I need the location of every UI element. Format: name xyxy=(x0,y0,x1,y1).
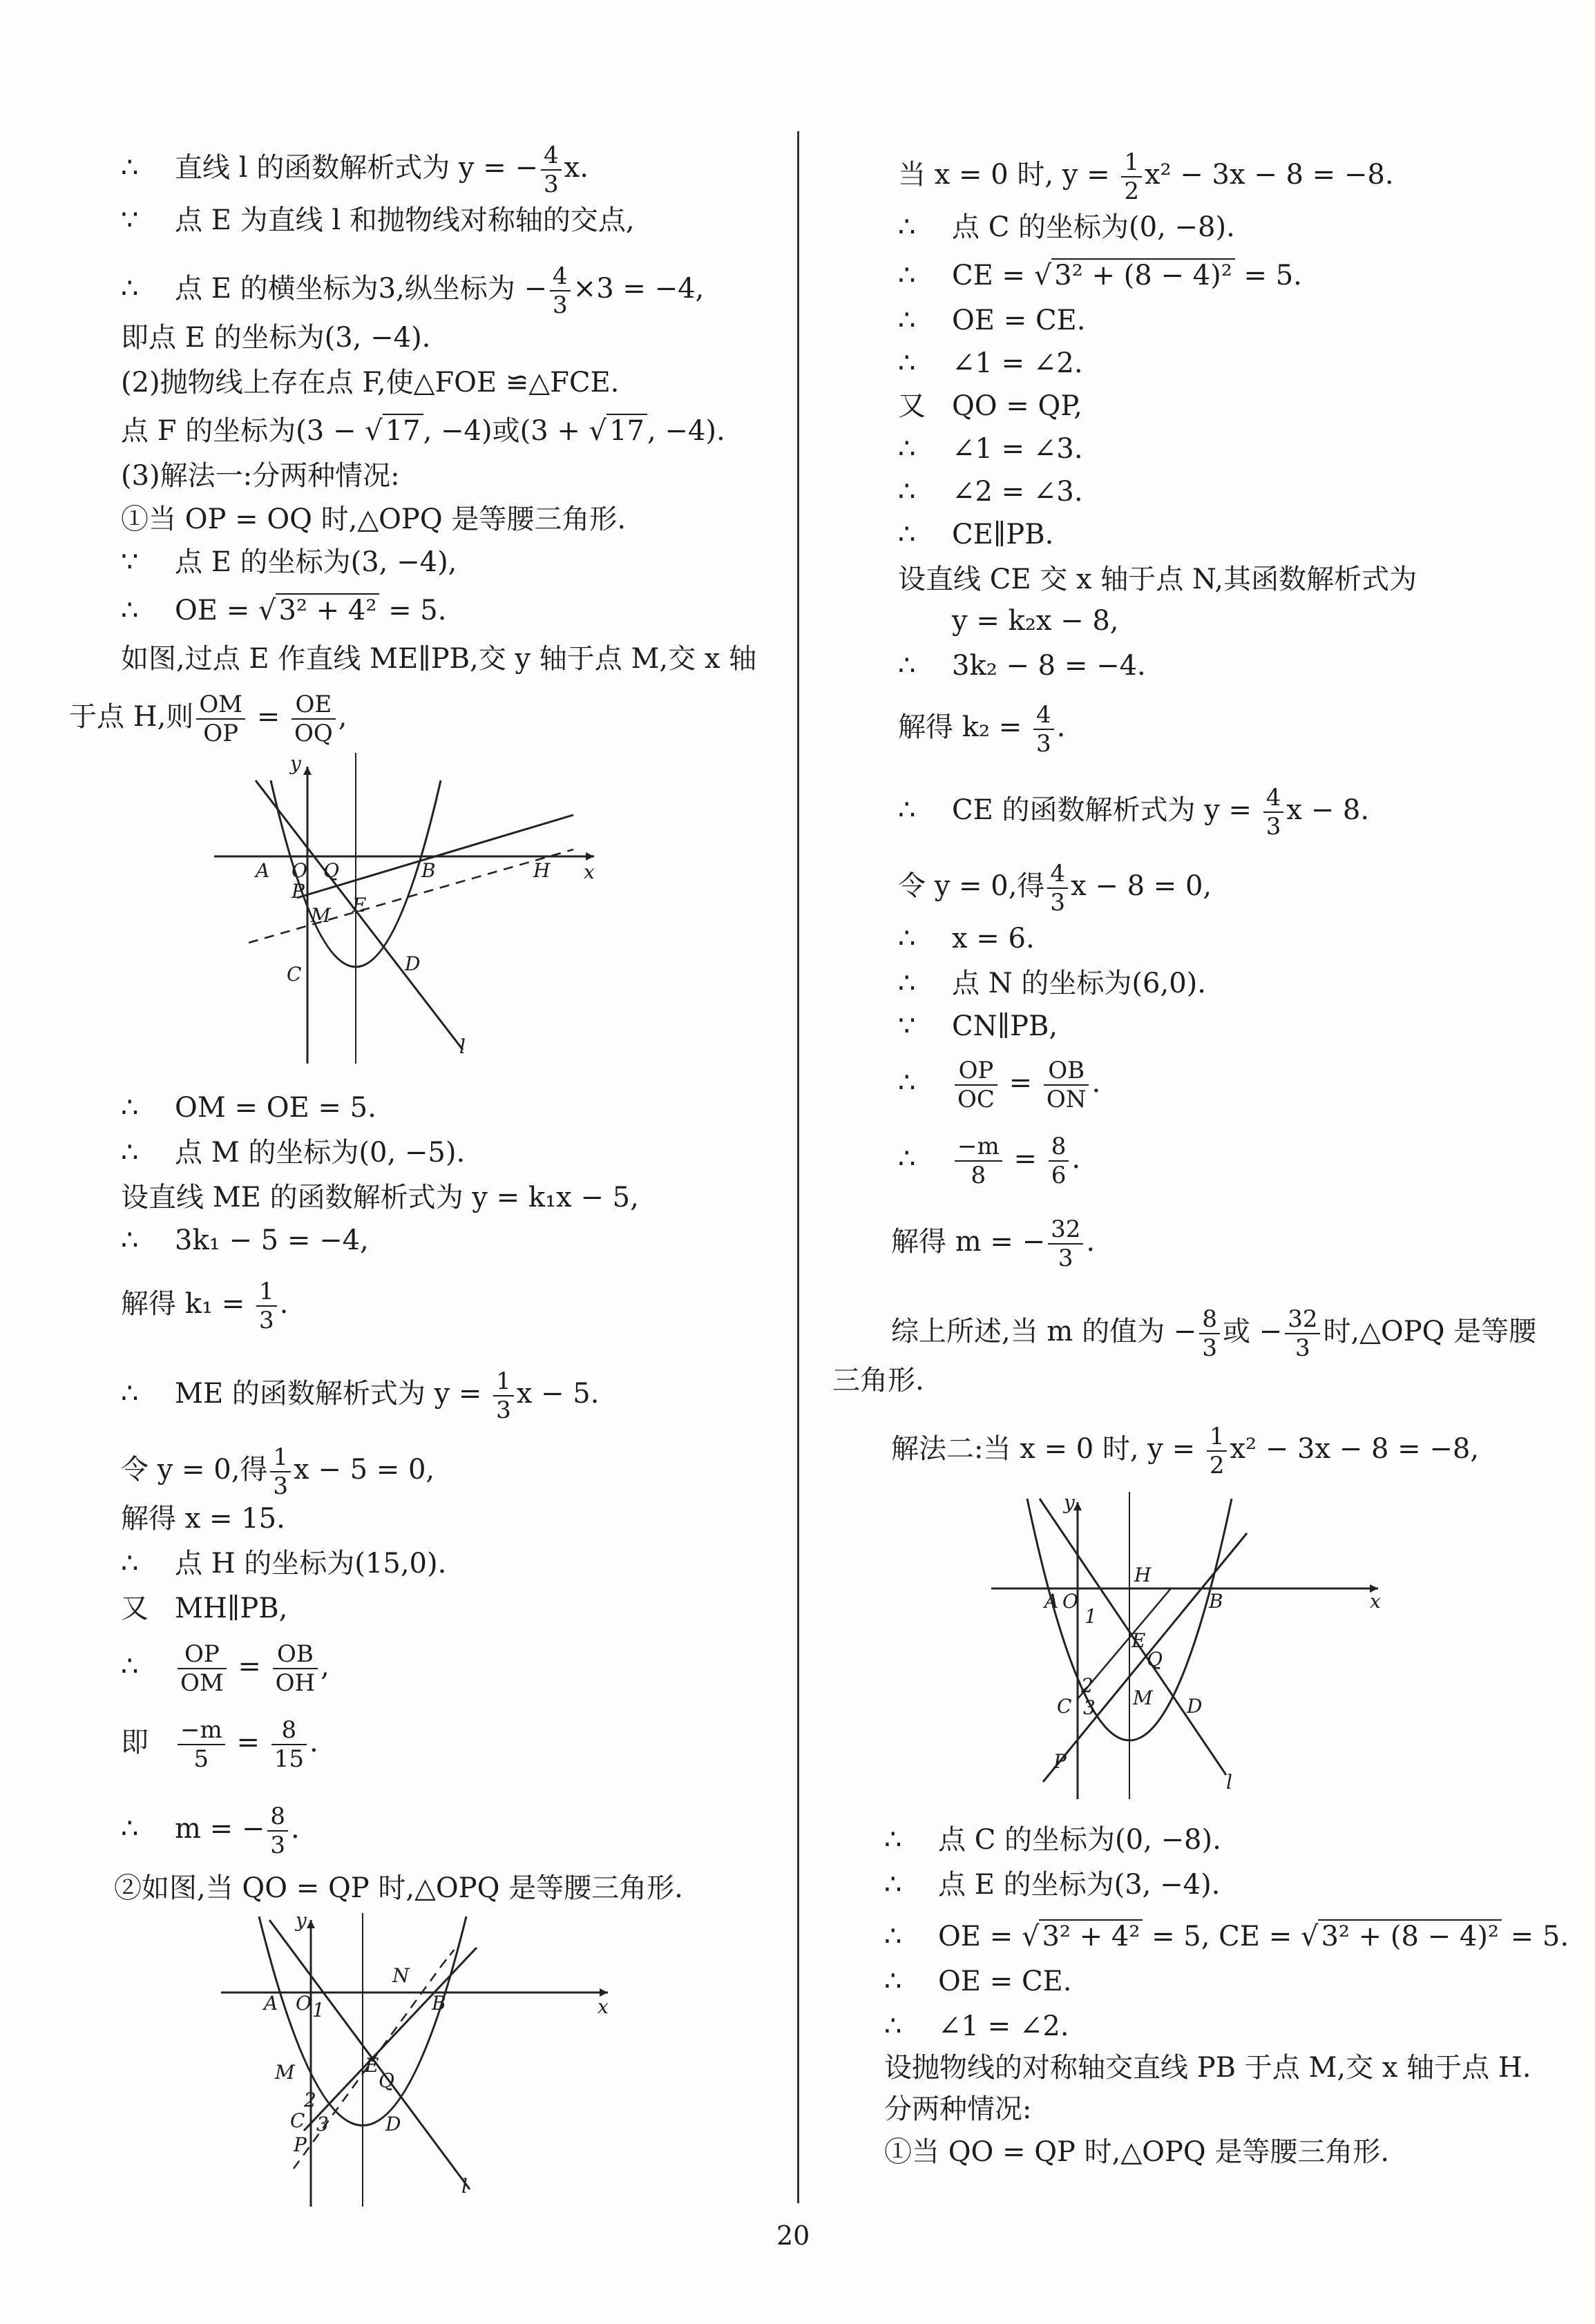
svg-text:3: 3 xyxy=(1083,1696,1096,1719)
left-line-4: 即点 E 的坐标为(3, −4). xyxy=(121,322,431,354)
svg-text:E: E xyxy=(352,894,367,916)
left-line-7: (3)解法一:分两种情况: xyxy=(121,460,400,492)
left-line-18: ∴ ME 的函数解析式为 y = $\frac{1}{3}$ x − 5. xyxy=(121,1367,600,1424)
right-line-4: ∴ OE = CE. xyxy=(898,305,1086,336)
right-line-17: ∴ 点 N 的坐标为(6,0). xyxy=(898,968,1206,999)
svg-text:1: 1 xyxy=(312,1999,325,2022)
right-line-1: 当 x = 0 时, y = $\frac{1}{2}$ x² − 3x − 8 = −8. xyxy=(898,148,1394,205)
svg-text:E: E xyxy=(365,2054,379,2077)
right-line-18: ∵ CN∥PB, xyxy=(898,1010,1058,1042)
left-line-12: 于点 H,则 $\frac{OM}{OP}$ = $\frac{OE}{OQ}$ , xyxy=(69,691,347,747)
right-line-6: 又 QO = QP, xyxy=(898,390,1082,422)
svg-text:Q: Q xyxy=(323,859,339,882)
left-line-13: ∴ OM = OE = 5. xyxy=(121,1092,376,1124)
figure-1 xyxy=(207,753,601,1070)
svg-text:M: M xyxy=(311,904,331,927)
svg-text:C: C xyxy=(287,963,302,986)
svg-text:x: x xyxy=(1370,1590,1381,1613)
right-line-14: ∴ CE 的函数解析式为 y = $\frac{4}{3}$ x − 8. xyxy=(898,784,1370,841)
svg-text:y: y xyxy=(1064,1491,1075,1514)
right-line-22: 综上所述,当 m 的值为 − $\frac{8}{3}$ 或 − $\frac{32}{3}$ 时,△OPQ 是等腰 xyxy=(891,1305,1537,1362)
right-line-30: 设抛物线的对称轴交直线 PB 于点 M,交 x 轴于点 H. xyxy=(884,2052,1531,2084)
right-line-10: 设直线 CE 交 x 轴于点 N,其函数解析式为 xyxy=(898,564,1417,595)
svg-text:H: H xyxy=(533,859,551,882)
left-line-10: ∴ OE = √ 3² + 4² = 5. xyxy=(121,595,447,626)
svg-text:Q: Q xyxy=(1147,1648,1163,1671)
right-line-21: 解得 m = − $\frac{32}{3}$ . xyxy=(891,1216,1096,1272)
svg-text:A: A xyxy=(264,1992,278,2015)
svg-text:y: y xyxy=(290,753,301,775)
svg-text:P: P xyxy=(1053,1750,1067,1773)
right-line-32: ①当 QO = QP 时,△OPQ 是等腰三角形. xyxy=(884,2136,1390,2168)
svg-text:B: B xyxy=(421,859,436,882)
left-line-25: ∴ m = − $\frac{8}{3}$ . xyxy=(121,1803,300,1859)
right-line-3: ∴ CE = √ 3² + (8 − 4)² = 5. xyxy=(898,260,1302,291)
left-line-22: 又 MH∥PB, xyxy=(121,1593,288,1624)
left-line-20: 解得 x = 15. xyxy=(121,1503,285,1535)
left-line-23: ∴ $\frac{OP}{OM}$ = $\frac{OB}{OH}$ , xyxy=(121,1640,329,1697)
svg-text:C: C xyxy=(290,2109,305,2132)
left-line-11: 如图,过点 E 作直线 ME∥PB,交 y 轴于点 M,交 x 轴 xyxy=(121,643,757,675)
svg-text:P: P xyxy=(294,2133,307,2156)
right-line-2: ∴ 点 C 的坐标为(0, −8). xyxy=(898,211,1235,243)
svg-text:A: A xyxy=(1044,1590,1059,1613)
left-line-14: ∴ 点 M 的坐标为(0, −5). xyxy=(121,1137,466,1169)
figure-2 xyxy=(207,1906,622,2210)
right-line-7: ∴ ∠1 = ∠3. xyxy=(898,433,1083,465)
svg-text:M: M xyxy=(275,2061,295,2084)
right-line-26: ∴ 点 E 的坐标为(3, −4). xyxy=(884,1869,1221,1901)
right-line-15: 令 y = 0,得 $\frac{4}{3}$ x − 8 = 0, xyxy=(898,860,1212,916)
svg-text:1: 1 xyxy=(1085,1605,1097,1628)
svg-text:H: H xyxy=(1134,1564,1152,1586)
svg-text:P: P xyxy=(292,880,305,903)
right-line-28: ∴ OE = CE. xyxy=(884,1966,1072,1997)
left-line-8: ①当 OP = OQ 时,△OPQ 是等腰三角形. xyxy=(121,503,627,535)
svg-text:3: 3 xyxy=(316,2113,329,2135)
right-line-27: ∴ OE = √ 3² + 4² = 5, CE = √ 3² + (8 − 4)² = 5. xyxy=(884,1921,1569,1952)
svg-text:O: O xyxy=(1062,1590,1078,1613)
right-line-16: ∴ x = 6. xyxy=(898,923,1035,954)
svg-text:l: l xyxy=(1226,1771,1232,1794)
right-line-11: y = k₂x − 8, xyxy=(952,605,1119,637)
svg-text:E: E xyxy=(1131,1629,1146,1652)
svg-text:A: A xyxy=(256,859,270,882)
right-line-25: ∴ 点 C 的坐标为(0, −8). xyxy=(884,1824,1221,1856)
right-line-19: ∴ $\frac{OP}{OC}$ = $\frac{OB}{ON}$ . xyxy=(898,1057,1101,1113)
page-number: 20 xyxy=(776,2220,810,2251)
svg-text:N: N xyxy=(392,1964,410,1987)
svg-text:O: O xyxy=(292,859,307,882)
svg-text:C: C xyxy=(1057,1695,1072,1718)
left-line-17: 解得 k₁ = $\frac{1}{3}$ . xyxy=(121,1278,289,1334)
right-line-31: 分两种情况: xyxy=(884,2093,1032,2125)
left-line-15: 设直线 ME 的函数解析式为 y = k₁x − 5, xyxy=(121,1182,639,1213)
left-line-19: 令 y = 0,得 $\frac{1}{3}$ x − 5 = 0, xyxy=(121,1443,435,1500)
svg-text:B: B xyxy=(1209,1590,1223,1613)
right-line-24: 解法二:当 x = 0 时, y = $\frac{1}{2}$ x² − 3x − 8 = −8, xyxy=(891,1423,1480,1479)
left-line-16: ∴ 3k₁ − 5 = −4, xyxy=(121,1225,369,1256)
svg-text:2: 2 xyxy=(1081,1674,1093,1697)
left-line-9: ∵ 点 E 的坐标为(3, −4), xyxy=(121,546,457,578)
right-line-5: ∴ ∠1 = ∠2. xyxy=(898,347,1083,379)
svg-text:D: D xyxy=(405,952,421,975)
svg-text:M: M xyxy=(1133,1687,1153,1709)
svg-text:Q: Q xyxy=(379,2069,394,2092)
left-line-1: ∴ 直线 l 的函数解析式为 y = − $\frac{4}{3}$ x. xyxy=(121,142,589,198)
left-line-2: ∵ 点 E 为直线 l 和抛物线对称轴的交点, xyxy=(121,204,635,236)
left-line-3: ∴ 点 E 的横坐标为3,纵坐标为 − $\frac{4}{3}$ ×3 = −4, xyxy=(121,262,705,319)
svg-text:O: O xyxy=(296,1992,312,2015)
svg-text:y: y xyxy=(296,1909,307,1932)
svg-text:2: 2 xyxy=(304,2088,316,2111)
right-line-20: ∴ $\frac{-m}{8}$ = $\frac{8}{6}$ . xyxy=(898,1133,1081,1189)
right-line-23: 三角形. xyxy=(832,1365,924,1396)
right-line-13: 解得 k₂ = $\frac{4}{3}$ . xyxy=(898,701,1066,758)
svg-text:B: B xyxy=(432,1992,446,2015)
right-line-9: ∴ CE∥PB. xyxy=(898,519,1054,550)
svg-text:l: l xyxy=(461,2175,468,2198)
column-divider xyxy=(797,131,799,2203)
svg-text:D: D xyxy=(385,2113,401,2135)
right-line-8: ∴ ∠2 = ∠3. xyxy=(898,476,1083,508)
right-line-29: ∴ ∠1 = ∠2. xyxy=(884,2010,1069,2042)
right-line-12: ∴ 3k₂ − 8 = −4. xyxy=(898,650,1146,682)
svg-text:x: x xyxy=(598,1995,609,2018)
left-line-26: ②如图,当 QO = QP 时,△OPQ 是等腰三角形. xyxy=(114,1872,683,1904)
svg-text:x: x xyxy=(584,861,595,883)
figure-3 xyxy=(988,1485,1388,1803)
left-line-6: 点 F 的坐标为(3 − √ 17 , −4)或(3 + √ 17 , −4). xyxy=(121,415,725,447)
left-line-24: 即 $\frac{-m}{5}$ = $\frac{8}{15}$ . xyxy=(121,1716,318,1773)
left-line-21: ∴ 点 H 的坐标为(15,0). xyxy=(121,1548,447,1579)
svg-text:l: l xyxy=(459,1035,466,1058)
left-line-5: (2)抛物线上存在点 F,使△FOE ≌△FCE. xyxy=(121,367,620,398)
svg-text:D: D xyxy=(1187,1695,1203,1718)
